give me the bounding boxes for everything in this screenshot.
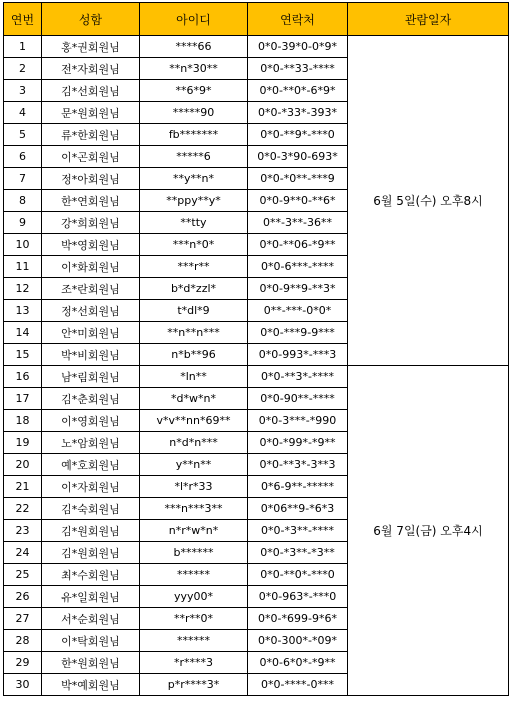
- cell-phone: 0*0-**3*-3**3: [248, 454, 348, 476]
- cell-no: 4: [4, 102, 42, 124]
- cell-name: 정*선회원님: [42, 300, 140, 322]
- cell-id: ******: [140, 630, 248, 652]
- cell-name: 이*영회원님: [42, 410, 140, 432]
- cell-id: ***n*0*: [140, 234, 248, 256]
- attendee-table: [3, 2, 509, 696]
- cell-no: 12: [4, 278, 42, 300]
- cell-no: 22: [4, 498, 42, 520]
- cell-phone: 0*0-**0*-6*9*: [248, 80, 348, 102]
- cell-id: **6*9*: [140, 80, 248, 102]
- header-no: 연번: [4, 3, 42, 36]
- cell-phone: 0*0-****-0***: [248, 674, 348, 696]
- cell-name: 예*호회원님: [42, 454, 140, 476]
- cell-phone: 0*0-993*-***3: [248, 344, 348, 366]
- cell-id: **y**n*: [140, 168, 248, 190]
- cell-name: 류*한회원님: [42, 124, 140, 146]
- cell-name: 홍*권회원님: [42, 36, 140, 58]
- cell-phone: 0*0-3***-*990: [248, 410, 348, 432]
- cell-id: *ln**: [140, 366, 248, 388]
- cell-no: 28: [4, 630, 42, 652]
- cell-phone: 0*06**9-*6*3: [248, 498, 348, 520]
- cell-no: 30: [4, 674, 42, 696]
- cell-name: 조*란회원님: [42, 278, 140, 300]
- cell-no: 7: [4, 168, 42, 190]
- cell-id: *l*r*33: [140, 476, 248, 498]
- cell-phone: 0*0-9**0-**6*: [248, 190, 348, 212]
- cell-id: ***r**: [140, 256, 248, 278]
- cell-name: 강*희회원님: [42, 212, 140, 234]
- cell-id: **ppy**y*: [140, 190, 248, 212]
- cell-name: 이*자회원님: [42, 476, 140, 498]
- cell-id: b******: [140, 542, 248, 564]
- cell-no: 9: [4, 212, 42, 234]
- cell-phone: 0*0-**0*-***0: [248, 564, 348, 586]
- cell-no: 29: [4, 652, 42, 674]
- cell-name: 노*암회원님: [42, 432, 140, 454]
- cell-no: 27: [4, 608, 42, 630]
- cell-name: 박*영회원님: [42, 234, 140, 256]
- cell-id: fb*******: [140, 124, 248, 146]
- cell-name: 김*춘회원님: [42, 388, 140, 410]
- cell-no: 3: [4, 80, 42, 102]
- cell-no: 14: [4, 322, 42, 344]
- cell-no: 1: [4, 36, 42, 58]
- cell-no: 8: [4, 190, 42, 212]
- cell-phone: 0*0-9**9-**3*: [248, 278, 348, 300]
- cell-phone: 0*0-963*-***0: [248, 586, 348, 608]
- cell-no: 16: [4, 366, 42, 388]
- cell-phone: 0*0-***9-9***: [248, 322, 348, 344]
- cell-name: 유*일회원님: [42, 586, 140, 608]
- cell-name: 이*곤회원님: [42, 146, 140, 168]
- cell-no: 6: [4, 146, 42, 168]
- cell-phone: 0*0-**3*-****: [248, 366, 348, 388]
- cell-id: n*b**96: [140, 344, 248, 366]
- cell-name: 남*림회원님: [42, 366, 140, 388]
- cell-phone: 0*0-**06-*9**: [248, 234, 348, 256]
- table-header-row: [4, 3, 509, 36]
- cell-id: t*dl*9: [140, 300, 248, 322]
- cell-no: 21: [4, 476, 42, 498]
- cell-phone: 0*0-90**-****: [248, 388, 348, 410]
- cell-phone: 0**-***-0*0*: [248, 300, 348, 322]
- cell-phone: 0*6-9**-*****: [248, 476, 348, 498]
- cell-no: 26: [4, 586, 42, 608]
- cell-name: 서*순회원님: [42, 608, 140, 630]
- cell-phone: 0**-3**-36**: [248, 212, 348, 234]
- cell-no: 19: [4, 432, 42, 454]
- cell-no: 15: [4, 344, 42, 366]
- cell-id: v*v**nn*69**: [140, 410, 248, 432]
- cell-name: 김*선회원님: [42, 80, 140, 102]
- cell-name: 이*화회원님: [42, 256, 140, 278]
- cell-id: p*r****3*: [140, 674, 248, 696]
- cell-id: n*r*w*n*: [140, 520, 248, 542]
- cell-id: b*d*zzl*: [140, 278, 248, 300]
- cell-id: *****90: [140, 102, 248, 124]
- cell-name: 김*원회원님: [42, 520, 140, 542]
- header-id: 아이디: [140, 3, 248, 36]
- cell-phone: 0*0-*33*-393*: [248, 102, 348, 124]
- header-phone: 연락처: [248, 3, 348, 36]
- cell-phone: 0*0-*699-9*6*: [248, 608, 348, 630]
- cell-phone: 0*0-*99*-*9**: [248, 432, 348, 454]
- cell-name: 박*비회원님: [42, 344, 140, 366]
- cell-name: 안*미회원님: [42, 322, 140, 344]
- cell-no: 13: [4, 300, 42, 322]
- cell-name: 최*수회원님: [42, 564, 140, 586]
- cell-no: 20: [4, 454, 42, 476]
- table-row: [4, 36, 509, 58]
- cell-id: yyy00*: [140, 586, 248, 608]
- cell-no: 5: [4, 124, 42, 146]
- cell-no: 11: [4, 256, 42, 278]
- header-name: 성함: [42, 3, 140, 36]
- cell-phone: 0*0-**33-****: [248, 58, 348, 80]
- cell-no: 23: [4, 520, 42, 542]
- cell-name: 전*자회원님: [42, 58, 140, 80]
- cell-name: 정*아회원님: [42, 168, 140, 190]
- cell-name: 김*원회원님: [42, 542, 140, 564]
- cell-phone: 0*0-3*90-693*: [248, 146, 348, 168]
- cell-id: ***n***3**: [140, 498, 248, 520]
- cell-no: 2: [4, 58, 42, 80]
- cell-phone: 0*0-*3**-*3**: [248, 542, 348, 564]
- cell-id: ******: [140, 564, 248, 586]
- cell-name: 한*원회원님: [42, 652, 140, 674]
- cell-id: **tty: [140, 212, 248, 234]
- cell-name: 문*원회원님: [42, 102, 140, 124]
- cell-id: **r**0*: [140, 608, 248, 630]
- cell-phone: 0*0-*3**-****: [248, 520, 348, 542]
- cell-viewing-date: 6월 5일(수) 오후8시: [348, 36, 509, 366]
- cell-id: *d*w*n*: [140, 388, 248, 410]
- cell-id: *****6: [140, 146, 248, 168]
- cell-phone: 0*0-**9*-***0: [248, 124, 348, 146]
- cell-no: 17: [4, 388, 42, 410]
- table-row: [4, 366, 509, 388]
- cell-id: y**n**: [140, 454, 248, 476]
- cell-no: 18: [4, 410, 42, 432]
- table-body: [4, 36, 509, 696]
- cell-id: **n*30**: [140, 58, 248, 80]
- cell-name: 이*탁회원님: [42, 630, 140, 652]
- cell-no: 25: [4, 564, 42, 586]
- cell-id: n*d*n***: [140, 432, 248, 454]
- cell-phone: 0*0-300*-*09*: [248, 630, 348, 652]
- cell-name: 한*연회원님: [42, 190, 140, 212]
- cell-viewing-date: 6월 7일(금) 오후4시: [348, 366, 509, 696]
- cell-phone: 0*0-6***-****: [248, 256, 348, 278]
- cell-phone: 0*0-39*0-0*9*: [248, 36, 348, 58]
- cell-phone: 0*0-6*0*-*9**: [248, 652, 348, 674]
- cell-phone: 0*0-*0**-***9: [248, 168, 348, 190]
- header-date: 관람일자: [348, 3, 509, 36]
- cell-id: *r****3: [140, 652, 248, 674]
- cell-id: **n**n***: [140, 322, 248, 344]
- cell-no: 24: [4, 542, 42, 564]
- cell-no: 10: [4, 234, 42, 256]
- cell-name: 김*숙회원님: [42, 498, 140, 520]
- cell-name: 박*예회원님: [42, 674, 140, 696]
- cell-id: ****66: [140, 36, 248, 58]
